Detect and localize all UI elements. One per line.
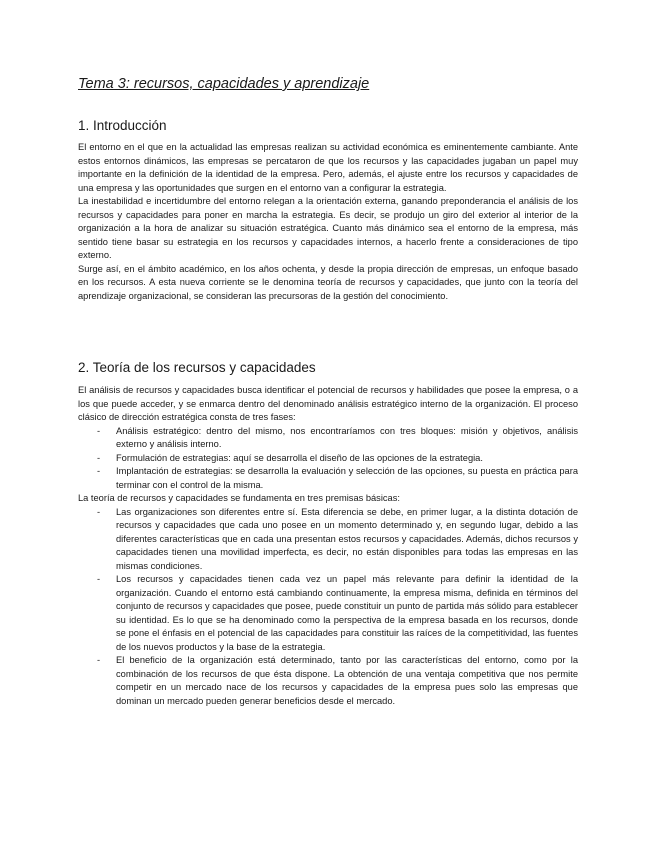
section-body-teoria	[78, 384, 578, 708]
section-body-introduccion	[78, 141, 578, 303]
dash-bullet: -	[97, 506, 101, 517]
list-item	[78, 654, 578, 708]
list-item-text: El beneficio de la organización está determinado, tanto por las características del entorno, como por la combinación de los recursos de que ésta dispone. La obtención de una ventaja competitiva que nos permite competir en un mercado nace de los recursos y capacidades de la empresa pues solo las empresas que dominan un mercado pueden generar beneficios desde el mercado.	[116, 655, 578, 706]
paragraph: La inestabilidad e incertidumbre del entorno relegan a la orientación externa, ganando preponderancia el análisis de los recursos y capacidades para poner en marcha la estrategia. Es decir, se produjo un giro del exterior al interior de la organización a la hora de analizar su situación estratégica. Cuanto más dinámico sea el entorno de la empresa, más sentido tiene basar su estrategia en los recursos y capacidades internos, a hacerlo frente a consideraciones de tipo externo.	[78, 196, 578, 260]
list-item	[78, 425, 578, 452]
phases-list	[78, 425, 578, 493]
section-heading-introduccion: 1. Introducción	[78, 118, 167, 133]
section-heading-teoria: 2. Teoría de los recursos y capacidades	[78, 360, 316, 375]
list-item-text: Análisis estratégico: dentro del mismo, nos encontraríamos con tres bloques: misión y objetivos, análisis externo y análisis interno.	[116, 425, 578, 449]
paragraph: El análisis de recursos y capacidades busca identificar el potencial de recursos y habilidades que posee la empresa, o a los que puede acceder, y se enmarca dentro del denominado análisis estratégico interno de la organización. El proceso clásico de dirección estratégica consta de tres fases:	[78, 385, 578, 422]
list-item-text: Formulación de estrategias: aquí se desarrolla el diseño de las opciones de la estrategia.	[116, 452, 483, 463]
dash-bullet: -	[97, 655, 101, 665]
list-item-text: Implantación de estrategias: se desarrolla la evaluación y selección de las opciones, su puesta en práctica para terminar con el control de la misma.	[116, 466, 578, 490]
list-item-text: Las organizaciones son diferentes entre sí. Esta diferencia se debe, en primer lugar, a la distinta dotación de recursos y capacidades que cada uno posee en un momento determinado y, en segundo lugar, debido a las diferentes características que en cada una presentan estos recursos y capacidades. Además, dichos recursos y capacidades tienen una movilidad imperfecta, es decir, no están disponibles para todas las empresas en las mismas condiciones.	[116, 506, 578, 571]
document-title: Tema 3: recursos, capacidades y aprendizaje	[78, 76, 370, 92]
dash-bullet: -	[97, 466, 101, 476]
list-item	[78, 465, 578, 492]
premises-list	[78, 506, 578, 709]
paragraph: Surge así, en el ámbito académico, en los años ochenta, y desde la propia dirección de empresas, un enfoque basado en los recursos. A esta nueva corriente se le denomina teoría de recursos y capacidades, que junto con la teoría del aprendizaje organizacional, se consideran las precursoras de la gestión del conocimiento.	[78, 263, 578, 301]
paragraph: El entorno en el que en la actualidad las empresas realizan su actividad económica es eminentemente cambiante. Ante estos entornos dinámicos, las empresas se percataron de que los recursos y las capacidades jugaban un papel muy importante en la definición de la identidad de la empresa. Pero, además, el ajuste entre los recursos y capacidades de una empresa y las oportunidades que surgen en el entorno van a configurar la estrategia.	[78, 142, 578, 193]
list-item-text: Los recursos y capacidades tienen cada vez un papel más relevante para definir la identidad de la organización. Cuando el entorno está cambiando continuamente, la empresa misma, definida en términos del conjunto de recursos y capacidades que posee, puede constituir un punto de partida más sólido para establecer su identidad. Es lo que se ha denominado como la perspectiva de la empresa basada en los recursos, donde se pone el énfasis en el potencial de las capacidades para constituir las raíces de la competitividad, las fuentes de los nuevos productos y la base de la estrategia.	[116, 574, 578, 652]
dash-bullet: -	[97, 574, 101, 584]
paragraph: La teoría de recursos y capacidades se fundamenta en tres premisas básicas:	[78, 493, 400, 503]
list-item	[78, 452, 578, 466]
dash-bullet: -	[97, 452, 101, 463]
list-item	[78, 506, 578, 574]
dash-bullet: -	[97, 425, 101, 436]
list-item	[78, 573, 578, 654]
